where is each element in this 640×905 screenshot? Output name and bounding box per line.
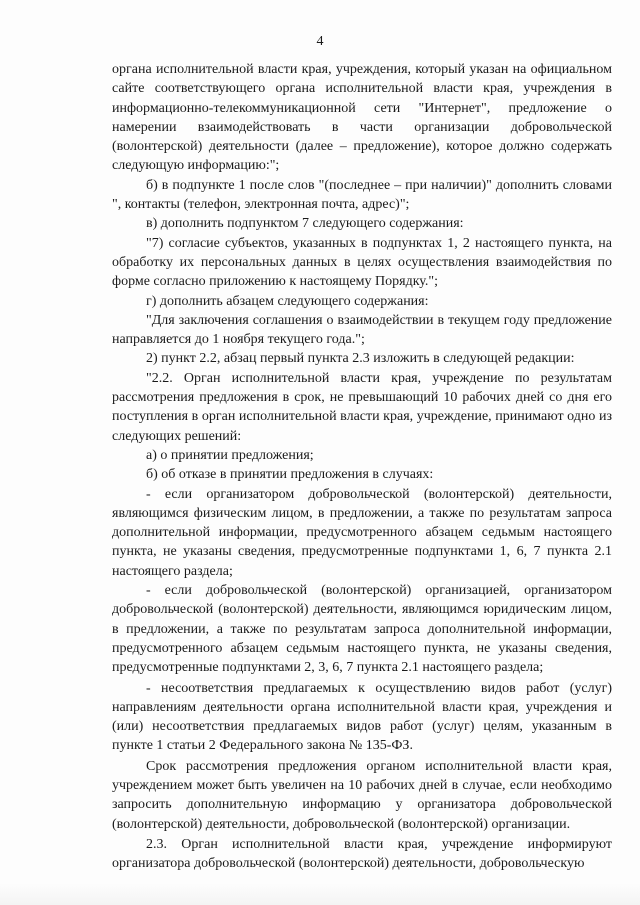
paragraph: - несоответствия предлагаемых к осуществлению видов работ (услуг) направлениям деятельности органа исполнительной власти края, учреждения и (или) несоответствия предлагаемых видов работ (услуг) целям, указанным в пункте 1 статьи 2 Федерального закона № 135-ФЗ. xyxy=(112,680,612,754)
paragraph: а) о принятии предложения; xyxy=(146,447,314,463)
paragraph: б) об отказе в принятии предложения в случаях: xyxy=(146,467,434,483)
paragraph: "7) согласие субъектов, указанных в подпунктах 1, 2 настоящего пункта, на обработку их персональных данных в целях осуществления взаимодействия по форме согласно приложению к настоящему Порядку."; xyxy=(112,235,612,290)
paragraph: органа исполнительной власти края, учреждения, который указан на официальном сайте соответствующего органа исполнительной власти края, учреждения в информационно-телекоммуникационной сети "Интернет", предложение о намерении взаимодействовать в части организации добровольческой (волонтерской) деятельности (далее – предложение), которое должно содержать следующую информацию:"; xyxy=(112,62,612,174)
paragraph: 2.3. Орган исполнительной власти края, учреждение информируют организатора добровольческой (волонтерской) деятельности, добровольческую xyxy=(112,836,612,872)
paragraph: 2) пункт 2.2, абзац первый пункта 2.3 изложить в следующей редакции: xyxy=(146,351,575,367)
paragraph: "Для заключения соглашения о взаимодействии в текущем году предложение направляется до 1 ноября текущего года."; xyxy=(112,312,612,348)
page-number: 4 xyxy=(316,34,324,49)
paragraph: б) в подпункте 1 после слов "(последнее – при наличии)" дополнить словами ", контакты (телефон, электронная почта, адрес)"; xyxy=(112,177,612,213)
paragraph: - если добровольческой (волонтерской) организацией, организатором добровольческой (волонтерской) деятельности, являющимся юридическим лицом, в предложении, а также по результатам запроса дополнительной информации, предусмотренного абзацем седьмым настоящего пункта, не указаны сведения, предусмотренные подпунктами 2, 3, 6, 7 пункта 2.1 настоящего раздела; xyxy=(112,583,612,676)
paragraph: Срок рассмотрения предложения органом исполнительной власти края, учреждением может быть увеличен на 10 рабочих дней в случае, если необходимо запросить дополнительную информацию у организатора добровольческой (волонтерской) деятельности, добровольческой (волонтерской) организации. xyxy=(112,758,612,832)
paragraph: - если организатором добровольческой (волонтерской) деятельности, являющимся физическим лицом, в предложении, а также по результатам запроса дополнительной информации, предусмотренного абзацем седьмым настоящего пункта, не указаны сведения, предусмотренные подпунктами 1, 6, 7 пункта 2.1 настоящего раздела; xyxy=(112,486,612,579)
paragraph: г) дополнить абзацем следующего содержания: xyxy=(146,293,429,309)
document-body xyxy=(112,60,612,873)
page-edge-shadow xyxy=(0,883,640,905)
paragraph: в) дополнить подпунктом 7 следующего содержания: xyxy=(146,216,464,232)
paragraph: "2.2. Орган исполнительной власти края, учреждение по результатам рассмотрения предложения в срок, не превышающий 10 рабочих дней со дня его поступления в орган исполнительной власти края, учреждение, принимают одно из следующих решений: xyxy=(112,370,612,444)
